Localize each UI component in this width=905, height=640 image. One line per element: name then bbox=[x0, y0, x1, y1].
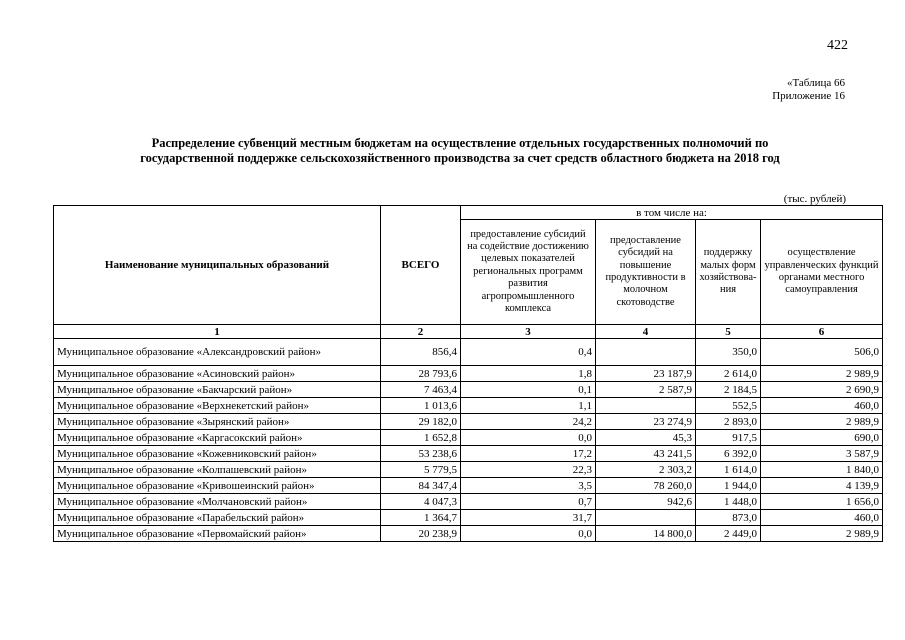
page-number: 422 bbox=[827, 38, 848, 53]
table-ref-line2: Приложение 16 bbox=[772, 90, 845, 102]
row-col6: 690,0 bbox=[761, 430, 883, 446]
row-name: Муниципальное образование «Кривошеинский район» bbox=[54, 478, 381, 494]
row-col6: 2 989,9 bbox=[761, 366, 883, 382]
row-total: 20 238,9 bbox=[381, 526, 461, 542]
row-col6: 506,0 bbox=[761, 339, 883, 366]
row-col3: 0,4 bbox=[461, 339, 596, 366]
row-col6: 1 840,0 bbox=[761, 462, 883, 478]
table-row bbox=[54, 366, 883, 382]
row-col4: 45,3 bbox=[596, 430, 696, 446]
row-total: 53 238,6 bbox=[381, 446, 461, 462]
subvention-table bbox=[53, 205, 883, 542]
row-col5: 6 392,0 bbox=[696, 446, 761, 462]
row-col5: 1 944,0 bbox=[696, 478, 761, 494]
row-col5: 1 448,0 bbox=[696, 494, 761, 510]
table-row bbox=[54, 414, 883, 430]
table-row bbox=[54, 382, 883, 398]
row-total: 84 347,4 bbox=[381, 478, 461, 494]
table-reference bbox=[690, 77, 845, 103]
column-numbers-row bbox=[54, 325, 883, 339]
row-col4: 78 260,0 bbox=[596, 478, 696, 494]
row-col4: 2 303,2 bbox=[596, 462, 696, 478]
table-ref-line1: «Таблица 66 bbox=[786, 77, 845, 89]
row-col3: 31,7 bbox=[461, 510, 596, 526]
row-col6: 2 690,9 bbox=[761, 382, 883, 398]
row-name: Муниципальное образование «Молчановский район» bbox=[54, 494, 381, 510]
header-name: Наименование муниципальных образований bbox=[54, 206, 381, 325]
row-col3: 0,0 bbox=[461, 526, 596, 542]
row-col5: 917,5 bbox=[696, 430, 761, 446]
column-number: 5 bbox=[696, 325, 761, 339]
units-label: (тыс. рублей) bbox=[783, 193, 846, 205]
row-col4: 43 241,5 bbox=[596, 446, 696, 462]
row-total: 5 779,5 bbox=[381, 462, 461, 478]
table-row bbox=[54, 494, 883, 510]
row-col6: 1 656,0 bbox=[761, 494, 883, 510]
table-body bbox=[54, 339, 883, 542]
row-col6: 460,0 bbox=[761, 510, 883, 526]
row-col3: 0,0 bbox=[461, 430, 596, 446]
row-total: 7 463,4 bbox=[381, 382, 461, 398]
row-col3: 3,5 bbox=[461, 478, 596, 494]
row-name: Муниципальное образование «Парабельский район» bbox=[54, 510, 381, 526]
row-col5: 873,0 bbox=[696, 510, 761, 526]
column-number: 2 bbox=[381, 325, 461, 339]
row-name: Муниципальное образование «Каргасокский район» bbox=[54, 430, 381, 446]
row-name: Муниципальное образование «Верхнекетский район» bbox=[54, 398, 381, 414]
row-total: 856,4 bbox=[381, 339, 461, 366]
row-total: 4 047,3 bbox=[381, 494, 461, 510]
row-col3: 0,1 bbox=[461, 382, 596, 398]
row-name: Муниципальное образование «Асиновский район» bbox=[54, 366, 381, 382]
row-col5: 2 893,0 bbox=[696, 414, 761, 430]
row-name: Муниципальное образование «Первомайский район» bbox=[54, 526, 381, 542]
table-row bbox=[54, 430, 883, 446]
table-row bbox=[54, 398, 883, 414]
row-total: 29 182,0 bbox=[381, 414, 461, 430]
header-including: в том числе на: bbox=[461, 206, 883, 220]
row-col4 bbox=[596, 510, 696, 526]
row-col5: 2 449,0 bbox=[696, 526, 761, 542]
header-total: ВСЕГО bbox=[381, 206, 461, 325]
table-row bbox=[54, 478, 883, 494]
row-col6: 2 989,9 bbox=[761, 526, 883, 542]
row-col5: 2 184,5 bbox=[696, 382, 761, 398]
row-col3: 0,7 bbox=[461, 494, 596, 510]
row-col4: 942,6 bbox=[596, 494, 696, 510]
row-name: Муниципальное образование «Колпашевский район» bbox=[54, 462, 381, 478]
row-total: 1 364,7 bbox=[381, 510, 461, 526]
title-line1: Распределение субвенций местным бюджетам на осуществление отдельных государственных полномочий по bbox=[151, 136, 769, 150]
row-col5: 2 614,0 bbox=[696, 366, 761, 382]
row-total: 1 013,6 bbox=[381, 398, 461, 414]
header-col6: осуществление управленческих функций органами местного самоуправления bbox=[761, 220, 883, 325]
row-name: Муниципальное образование «Александровский район» bbox=[54, 339, 381, 366]
column-number: 4 bbox=[596, 325, 696, 339]
row-col6: 3 587,9 bbox=[761, 446, 883, 462]
header-col5: поддержку малых форм хозяйствова-ния bbox=[696, 220, 761, 325]
row-name: Муниципальное образование «Бакчарский район» bbox=[54, 382, 381, 398]
row-total: 28 793,6 bbox=[381, 366, 461, 382]
table-row bbox=[54, 526, 883, 542]
row-name: Муниципальное образование «Зырянский район» bbox=[54, 414, 381, 430]
row-col4: 23 187,9 bbox=[596, 366, 696, 382]
row-col6: 460,0 bbox=[761, 398, 883, 414]
column-number: 1 bbox=[54, 325, 381, 339]
row-col5: 552,5 bbox=[696, 398, 761, 414]
table-row bbox=[54, 339, 883, 366]
row-col3: 24,2 bbox=[461, 414, 596, 430]
row-name: Муниципальное образование «Кожевниковский район» bbox=[54, 446, 381, 462]
column-number: 3 bbox=[461, 325, 596, 339]
document-title bbox=[60, 136, 860, 166]
table-row bbox=[54, 510, 883, 526]
row-col4: 14 800,0 bbox=[596, 526, 696, 542]
row-col5: 350,0 bbox=[696, 339, 761, 366]
row-col6: 2 989,9 bbox=[761, 414, 883, 430]
row-col4: 2 587,9 bbox=[596, 382, 696, 398]
row-col6: 4 139,9 bbox=[761, 478, 883, 494]
row-col3: 22,3 bbox=[461, 462, 596, 478]
table-row bbox=[54, 462, 883, 478]
row-total: 1 652,8 bbox=[381, 430, 461, 446]
title-line2: государственной поддержке сельскохозяйственного производства за счет средств областного бюджета на 2018 год bbox=[140, 151, 780, 165]
row-col3: 1,8 bbox=[461, 366, 596, 382]
row-col4: 23 274,9 bbox=[596, 414, 696, 430]
row-col3: 17,2 bbox=[461, 446, 596, 462]
row-col5: 1 614,0 bbox=[696, 462, 761, 478]
row-col4 bbox=[596, 339, 696, 366]
header-col3: предоставление субсидий на содействие достижению целевых показателей региональных программ развития агропромышленного комплекса bbox=[461, 220, 596, 325]
header-col4: предоставление субсидий на повышение продуктивности в молочном скотоводстве bbox=[596, 220, 696, 325]
column-number: 6 bbox=[761, 325, 883, 339]
row-col3: 1,1 bbox=[461, 398, 596, 414]
row-col4 bbox=[596, 398, 696, 414]
table-row bbox=[54, 446, 883, 462]
